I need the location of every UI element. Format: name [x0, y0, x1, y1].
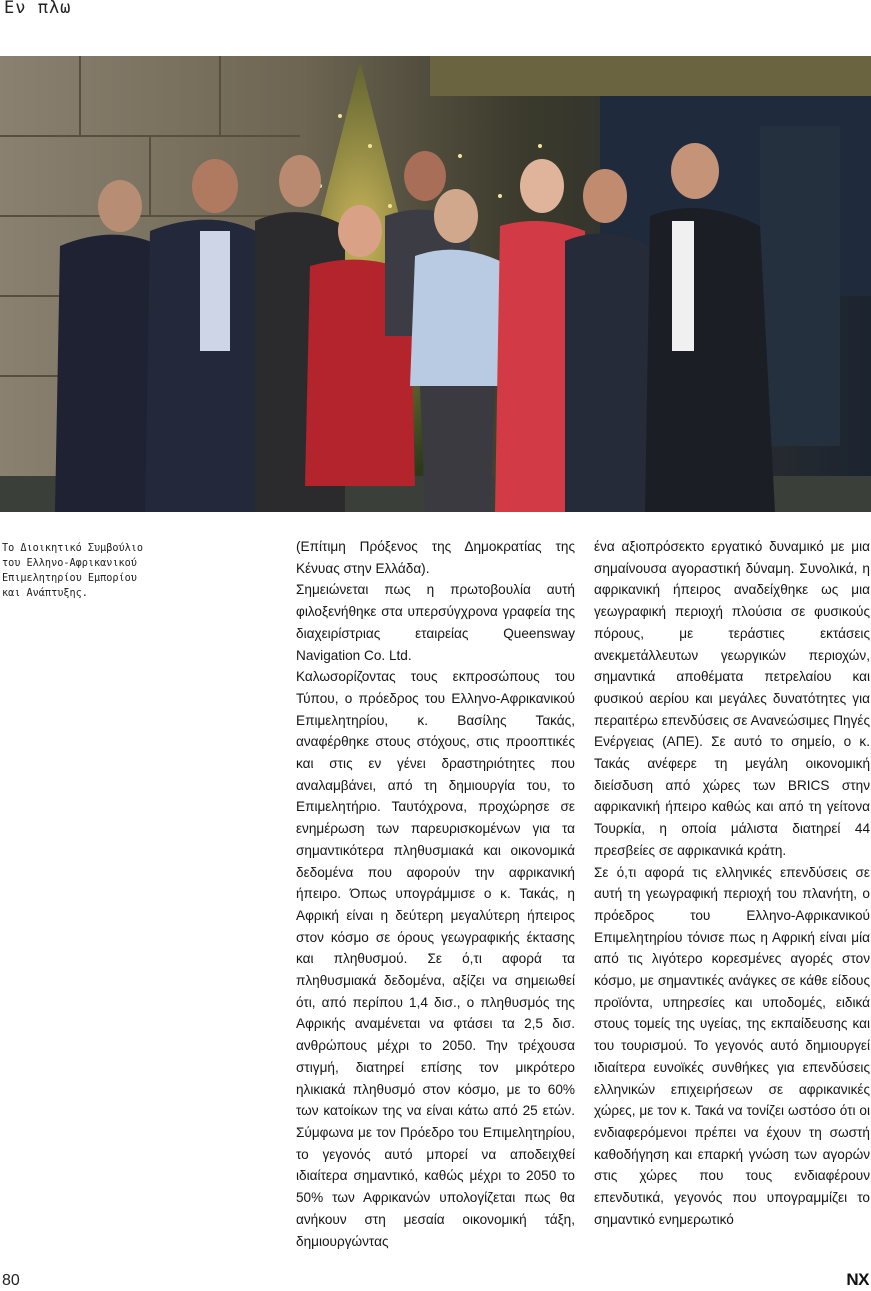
brand-logo: NX — [846, 1270, 869, 1289]
group-photo — [0, 56, 871, 512]
group-photo-image — [0, 56, 871, 512]
article-column-1 — [296, 536, 575, 1256]
section-label: Εν πλω — [4, 0, 72, 18]
caption-line: Το Διοικητικό Συμβούλιο — [2, 543, 144, 554]
article-paragraph: Καλωσορίζοντας τους εκπροσώπους του Τύπου, ο πρόεδρος του Ελληνο-Αφρικανικού Επιμελητηρίου, κ. Βασίλης Τακάς, αναφέρθηκε στους στόχους, στις προοπτικές και στις εν γένει δραστηριότητες που αναλαμβάνει, από τη δημιουργία του, το Επιμελητήριο. Ταυτόχρονα, προχώρησε σε ενημέρωση των παρευρισκομένων για τα σημαντικότερα πληθυσμιακά και οικονομικά δεδομένα που αφορούν την αφρικανική ήπειρο. Όπως υπογράμμισε ο κ. Τακάς, η Αφρική είναι η δεύτερη μεγαλύτερη ήπειρος στον κόσμο σε όρους γεωγραφικής έκτασης και πληθυσμού. Σε ό,τι αφορά τα πληθυσμιακά δεδομένα, αξίζει να σημειωθεί ότι, από περίπου 1,4 δισ., ο πληθυσμός της Αφρικής αναμένεται να φτάσει τα 2,5 δισ. ανθρώπους μέχρι το 2050. Την τρέχουσα στιγμή, διατηρεί επίσης τον μικρότερο ηλικιακά πληθυσμό στον κόσμο, με το 60% των κατοίκων της να είναι κάτω από 25 ετών. Σύμφωνα με τον Πρόεδρο του Επιμελητηρίου, το γεγονός αυτό μπορεί να αποδειχθεί ιδιαίτερα σημαντικό, καθώς μέχρι το 2050 το 50% των Αφρικανών υπολογίζεται πως θα ανήκουν στη μεσαία οικονομική τάξη, δημιουργώντας — [296, 669, 575, 1249]
photo-caption — [2, 541, 172, 601]
article-paragraph: (Επίτιμη Πρόξενος της Δημοκρατίας της Κένυας στην Ελλάδα). — [296, 539, 575, 576]
page-number: 80 — [2, 1272, 20, 1289]
caption-line: και Ανάπτυξης. — [2, 588, 88, 599]
article-paragraph: Σε ό,τι αφορά τις ελληνικές επενδύσεις σε αυτή τη γεωγραφική περιοχή του πλανήτη, ο πρόεδρος του Ελληνο-Αφρικανικού Επιμελητηρίου τόνισε πως η Αφρική είναι μία από τις λιγότερο κορεσμένες αγορές στον κόσμο, με σημαντικές ανάγκες σε κάθε είδους προϊόντα, υπηρεσίες και υποδομές, ειδικά στους τομείς της υγείας, της εκπαίδευσης και του τουρισμού. Το γεγονός αυτό δημιουργεί ιδιαίτερα ευνοϊκές συνθήκες για επενδύσεις ελληνικών επιχειρήσεων σε αφρικανικές χώρες, με τον κ. Τακά να τονίζει ωστόσο ότι οι ενδιαφερόμενοι πρέπει να έχουν τη σωστή καθοδήγηση και επαρκή γνώση των αγορών στις χώρες που τους ενδιαφέρουν επενδυτικά, γεγονός που υπογραμμίζει το σημαντικό ενημερωτικό — [594, 864, 870, 1227]
caption-line: Επιμελητηρίου Εμπορίου — [2, 573, 137, 584]
article-paragraph: Σημειώνεται πως η πρωτοβουλία αυτή φιλοξενήθηκε στα υπερσύγχρονα γραφεία της διαχειρίστριας εταιρείας Queensway Navigation Co. Ltd. — [296, 582, 575, 663]
caption-line: του Ελληνο-Αφρικανικού — [2, 558, 137, 569]
article-column-2 — [594, 536, 870, 1256]
article-paragraph: ένα αξιοπρόσεκτο εργατικό δυναμικό με μια σημαίνουσα αγοραστική δύναμη. Συνολικά, η αφρικανική ήπειρος αναδείχθηκε ως μια γεωγραφική περιοχή πλούσια σε φυσικούς πόρους, με τεράστιες εκτάσεις ανεκμετάλλευτων γεωργικών περιοχών, σημαντικά αποθέματα πετρελαίου και φυσικού αερίου και μεγάλες δυνατότητες για περαιτέρω επενδύσεις σε Ανανεώσιμες Πηγές Ενέργειας (ΑΠΕ). Σε αυτό το σημείο, ο κ. Τακάς ανέφερε τη μεγάλη οικονομική διείσδυση από χώρες των BRICS στην αφρικανική ήπειρο καθώς και από τη γείτονα Τουρκία, η οποία μάλιστα διατηρεί 44 πρεσβείες σε αφρικανικά κράτη. — [594, 539, 870, 858]
